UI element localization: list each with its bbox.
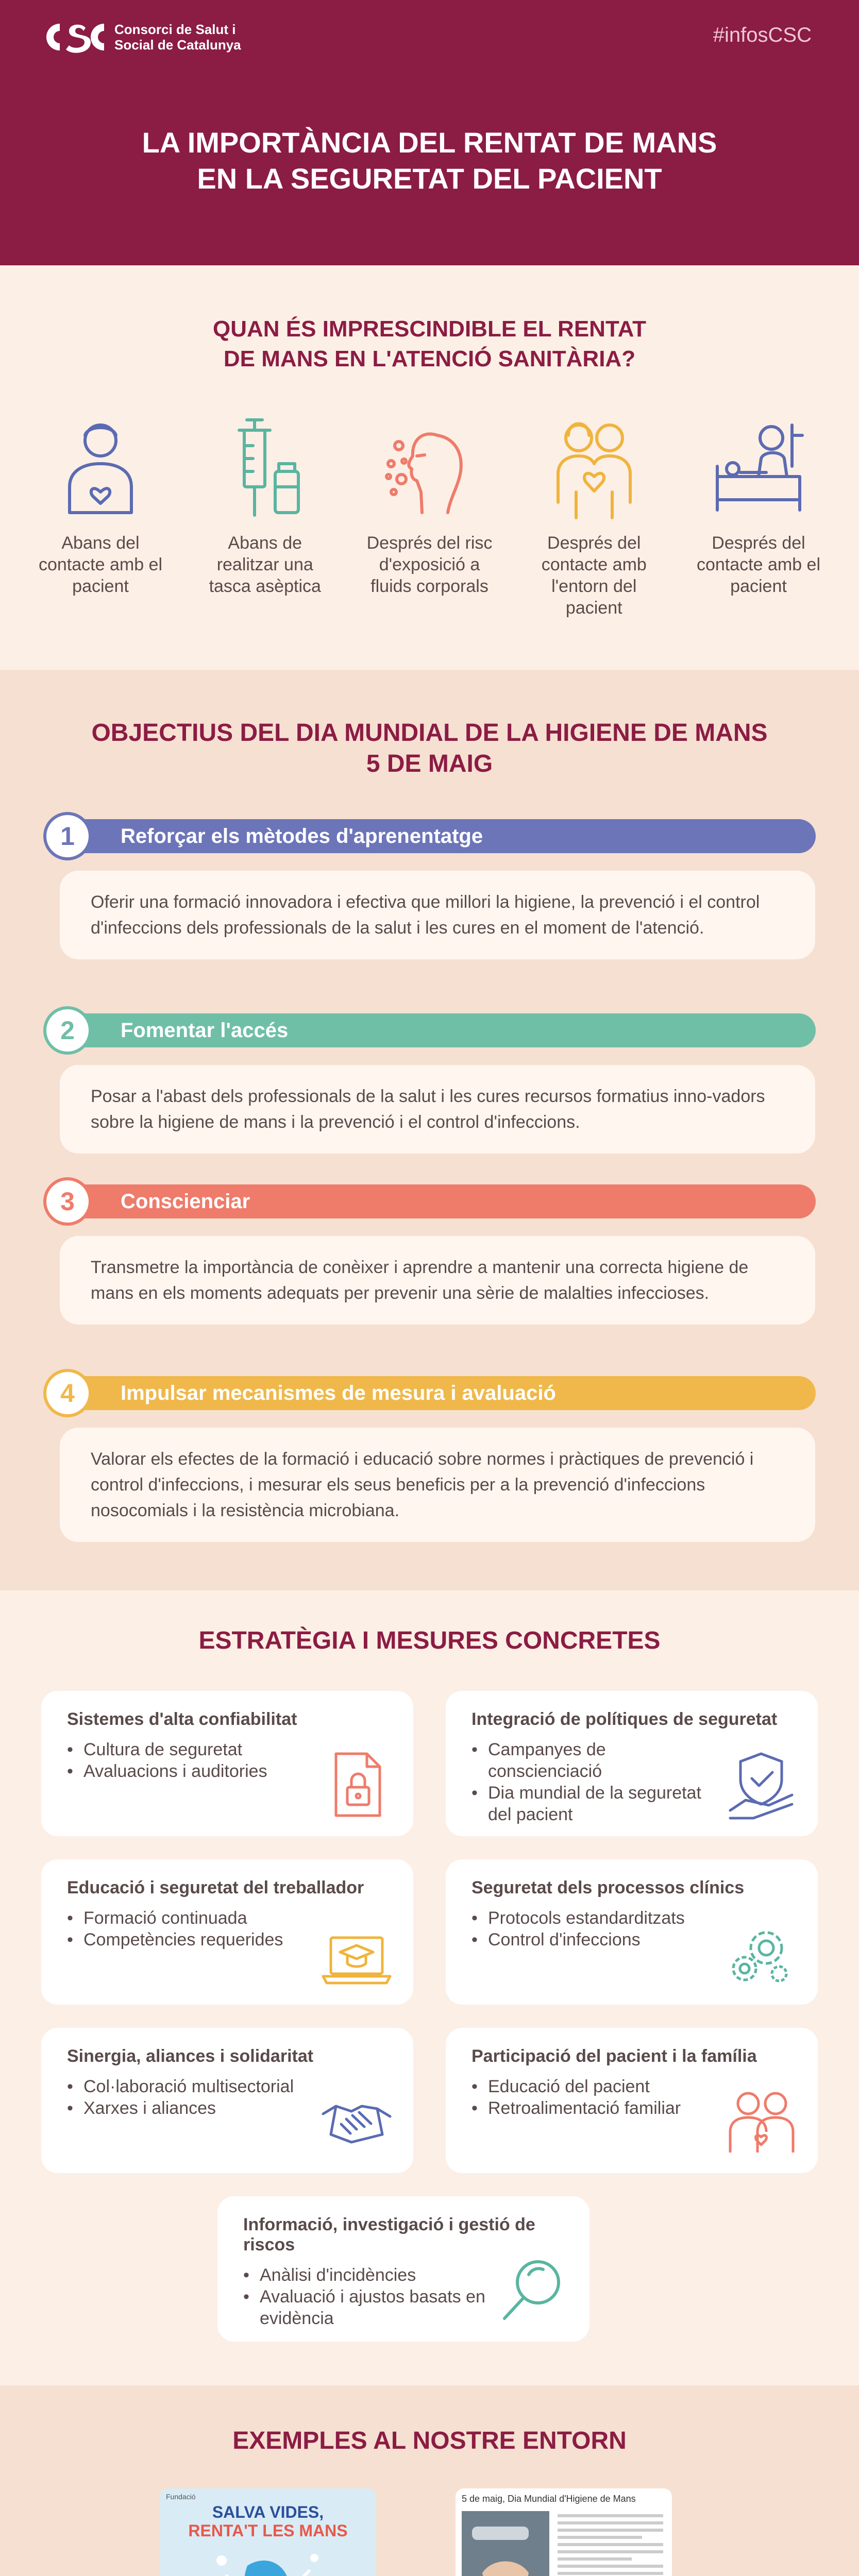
document-lock-icon <box>321 1749 393 1821</box>
strategy-card <box>41 1691 413 1836</box>
objective-number: 3 <box>43 1177 92 1226</box>
card-list-item: • Campanyes de conscienciació <box>471 1739 714 1782</box>
objective-item <box>43 1184 816 1325</box>
objective-number: 4 <box>43 1369 92 1417</box>
card-title: Informació, investigació i gestió de riscos <box>243 2215 535 2255</box>
card-list-item: • Educació del pacient <box>471 2076 714 2097</box>
card-list-item: • Anàlisi d'incidències <box>243 2264 485 2286</box>
objective-bar <box>60 819 816 853</box>
hashtag[interactable]: #infosCSC <box>713 24 812 46</box>
example-caption-line2: RENTA'T LES MANS <box>188 2521 348 2540</box>
moments-title <box>0 314 859 374</box>
objectives-section <box>0 670 859 1590</box>
card-title: Educació i seguretat del treballador <box>67 1878 364 1897</box>
objective-item <box>43 819 816 959</box>
strategy-card <box>217 2196 589 2342</box>
strategy-section <box>0 1590 859 2385</box>
strategy-card <box>446 1691 818 1836</box>
example-caption: 5 de maig, Dia Mundial d'Higiene de Mans <box>462 2494 636 2504</box>
card-list-item: • Col·laboració multisectorial <box>67 2076 309 2097</box>
card-title: Seguretat dels processos clínics <box>471 1878 745 1897</box>
card-list-item: • Avaluacions i auditories <box>67 1760 309 1782</box>
strategy-title: ESTRATÈGIA I MESURES CONCRETES <box>198 1627 661 1654</box>
handwash-illustration-icon <box>191 2545 345 2576</box>
title-line1: LA IMPORTÀNCIA DEL RENTAT DE MANS <box>142 126 717 159</box>
family-icon <box>725 2086 797 2158</box>
objective-bar <box>60 1184 816 1218</box>
objective-item <box>43 1376 816 1542</box>
syringe-icon <box>216 415 314 523</box>
card-list-item: • Control d'infeccions <box>471 1929 714 1951</box>
moment-label: Abans del contacte amb el pacient <box>38 533 163 596</box>
examples-title: EXEMPLES AL NOSTRE ENTORN <box>232 2427 627 2454</box>
moment-label: Després del contacte amb el pacient <box>696 533 821 596</box>
page-title <box>0 125 859 197</box>
logo-line1: Consorci de Salut i <box>114 22 236 37</box>
shield-hand-icon <box>725 1749 797 1821</box>
magnifier-icon <box>497 2254 569 2326</box>
card-list-item: • Avaluació i ajustos basats en evidència <box>243 2286 485 2329</box>
example-thumbnail[interactable] <box>160 2488 376 2576</box>
card-list-item: • Xarxes i aliances <box>67 2097 309 2119</box>
moment-item <box>195 415 334 619</box>
examples-section <box>0 2385 859 2576</box>
example-top-label: Fundació <box>166 2493 196 2501</box>
card-title: Integració de polítiques de seguretat <box>471 1709 778 1729</box>
example-text-lines <box>558 2514 663 2576</box>
moment-label: Després del risc d'exposició a fluids corporals <box>366 533 493 596</box>
moment-item <box>689 415 828 619</box>
csc-logo-mark-icon <box>40 20 107 55</box>
strategy-card <box>446 1859 818 2005</box>
header <box>0 0 859 265</box>
moment-item <box>525 415 664 619</box>
objective-description: Posar a l'abast dels professionals de la salut i les cures recursos formatius inno-vadors sobre la higiene de mans i la prevenció i el control d'infeccions. <box>60 1065 815 1154</box>
people-icon <box>545 415 643 523</box>
moments-list <box>31 415 828 619</box>
card-list-item: • Cultura de seguretat <box>67 1739 309 1760</box>
example-photo <box>462 2511 549 2576</box>
example-thumbnail[interactable] <box>456 2488 672 2576</box>
card-list-item: • Protocols estandarditzats <box>471 1907 714 1929</box>
strategy-card <box>446 2028 818 2173</box>
objectives-title <box>0 718 859 779</box>
objective-bar <box>60 1376 816 1410</box>
card-title: Participació del pacient i la família <box>471 2046 757 2066</box>
objective-number: 2 <box>43 1006 92 1055</box>
objectives-title-line2: 5 DE MAIG <box>366 750 493 777</box>
strategy-card <box>41 1859 413 2005</box>
objective-item <box>43 1013 816 1154</box>
objective-title: Reforçar els mètodes d'aprenentatge <box>121 824 483 848</box>
moments-section <box>0 265 859 670</box>
objective-description: Valorar els efectes de la formació i educació sobre normes i pràctiques de prevenció i control d'infeccions, i mesurar els seus beneficis per a la prevenció d'infeccions nosocomials i la resistència microbiana. <box>60 1428 815 1542</box>
card-title: Sinergia, aliances i solidaritat <box>67 2046 314 2066</box>
objective-title: Conscienciar <box>121 1190 250 1213</box>
card-list-item: • Retroalimentació familiar <box>471 2097 714 2119</box>
title-line2: EN LA SEGURETAT DEL PACIENT <box>197 162 662 195</box>
csc-logo[interactable] <box>40 20 241 55</box>
strategy-card <box>41 2028 413 2173</box>
card-list-item: • Dia mundial de la seguretat del pacient <box>471 1782 714 1825</box>
moment-item <box>360 415 499 619</box>
faucet-photo-icon <box>462 2511 549 2576</box>
logo-text <box>114 22 241 53</box>
example-caption <box>160 2503 376 2540</box>
objective-number: 1 <box>43 812 92 860</box>
handshake-icon <box>321 2086 393 2158</box>
objective-title: Impulsar mecanismes de mesura i avaluació <box>121 1381 556 1404</box>
gears-icon <box>725 1917 797 1989</box>
graduation-laptop-icon <box>321 1917 393 1989</box>
objective-title: Fomentar l'accés <box>121 1019 289 1042</box>
patient-icon <box>52 415 149 523</box>
logo-line2: Social de Catalunya <box>114 37 241 53</box>
moment-label: Després del contacte amb l'entorn del pacient <box>541 533 647 618</box>
card-list-item: • Formació continuada <box>67 1907 309 1929</box>
card-list-item: • Competències requerides <box>67 1929 309 1951</box>
hospital-bed-icon <box>710 415 807 523</box>
card-title: Sistemes d'alta confiabilitat <box>67 1709 297 1729</box>
objective-description: Oferir una formació innovadora i efectiva que millori la higiene, la prevenció i el control d'infeccions dels professionals de la salut i les cures en el moment de l'atenció. <box>60 871 815 959</box>
example-caption-line1: SALVA VIDES, <box>212 2503 324 2521</box>
moments-title-line2: DE MANS EN L'ATENCIÓ SANITÀRIA? <box>223 346 636 371</box>
moment-label: Abans de realitzar una tasca asèptica <box>209 533 321 596</box>
moment-item <box>31 415 170 619</box>
moments-title-line1: QUAN ÉS IMPRESCINDIBLE EL RENTAT <box>213 316 646 342</box>
objective-description: Transmetre la importància de conèixer i aprendre a mantenir una correcta higiene de mans en els moments adequats per prevenir una sèrie de malalties infeccioses. <box>60 1236 815 1325</box>
objective-bar <box>60 1013 816 1047</box>
objectives-title-line1: OBJECTIUS DEL DIA MUNDIAL DE LA HIGIENE DE MANS <box>91 719 768 747</box>
sneeze-icon <box>381 415 479 523</box>
